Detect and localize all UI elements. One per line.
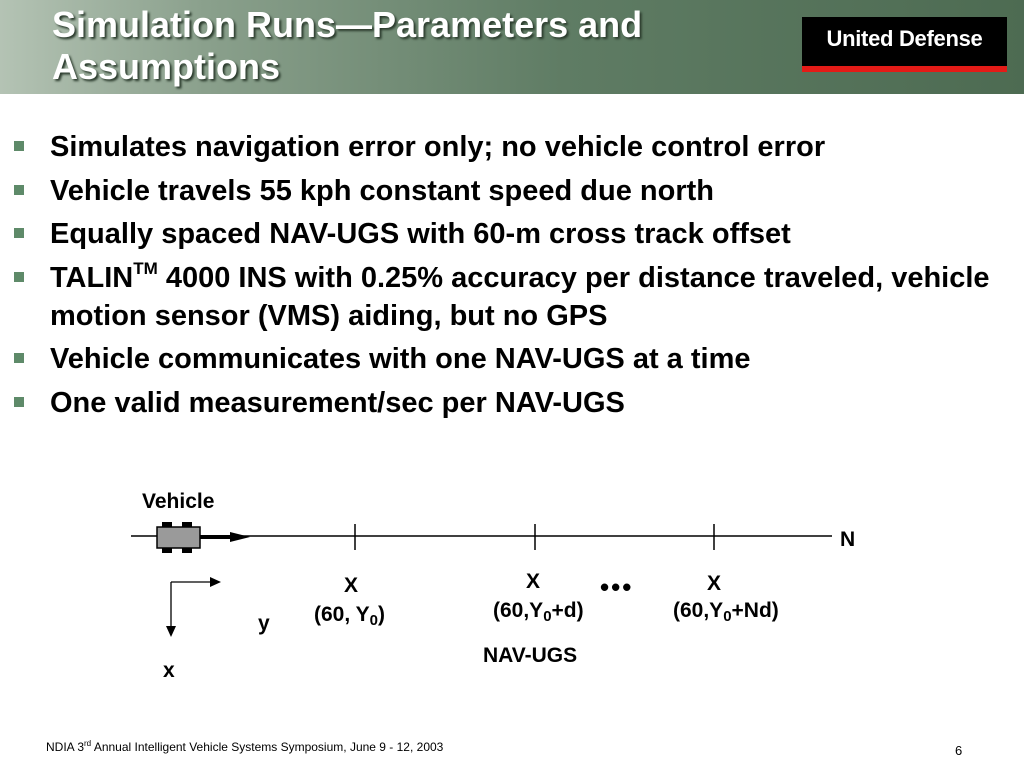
square-bullet-icon: [14, 353, 24, 363]
axis-y-label: y: [258, 612, 270, 635]
ellipsis-dots: •••: [600, 572, 634, 602]
square-bullet-icon: [14, 141, 24, 151]
ugs-marker-x: X: [526, 570, 541, 593]
slide-title: Simulation Runs—Parameters and Assumptions: [52, 4, 643, 87]
square-bullet-icon: [14, 228, 24, 238]
title-band: [0, 0, 1024, 94]
footer-text: NDIA 3rd Annual Intelligent Vehicle Systems Symposium, June 9 - 12, 2003: [46, 739, 444, 754]
ugs-coordinate: $(60,Y_0+d)$: [493, 599, 584, 625]
trademark-superscript: TM: [133, 258, 158, 278]
ugs-marker-x: X: [344, 574, 359, 597]
axes-arrows-icon: [166, 577, 221, 637]
square-bullet-icon: [14, 272, 24, 282]
bullet-item: [14, 384, 1014, 422]
bullet-text: Vehicle communicates with one NAV-UGS at a time: [50, 343, 751, 375]
bullet-text-prefix: TALIN: [50, 261, 134, 294]
bullet-text: Vehicle travels 55 kph constant speed due north: [50, 174, 714, 207]
north-label: N: [840, 528, 856, 551]
square-bullet-icon: [14, 185, 24, 195]
united-defense-logo: [802, 17, 1007, 72]
nav-ugs-caption: NAV-UGS: [483, 644, 578, 667]
bullet-text: Equally spaced NAV-UGS with 60-m cross track offset: [50, 218, 791, 250]
bullet-text-suffix: 4000 INS with 0.25% accuracy per distance traveled, vehicle motion sensor (VMS) aiding, but no GPS: [50, 261, 990, 332]
bullet-item: [14, 340, 1014, 378]
nav-ugs-diagram: [0, 480, 1024, 700]
bullet-item: [14, 259, 1014, 335]
bullet-item: [14, 215, 1014, 253]
logo-text: United Defense: [826, 26, 983, 51]
ugs-coordinate: (60, $Y_0$): [314, 603, 385, 629]
vehicle-label: Vehicle: [142, 490, 215, 513]
ugs-coordinate: $(60,Y_0+Nd)$: [673, 599, 779, 625]
bullet-list: [14, 128, 1014, 427]
vehicle-icon: [157, 522, 250, 553]
page-number: 6: [955, 743, 963, 758]
ugs-marker-x: X: [707, 572, 722, 595]
bullet-item: [14, 172, 1014, 210]
bullet-item: [14, 128, 1014, 166]
square-bullet-icon: [14, 397, 24, 407]
bullet-text: Simulates navigation error only; no vehicle control error: [50, 131, 826, 163]
axis-x-label: x: [163, 659, 175, 682]
bullet-text: One valid measurement/sec per NAV-UGS: [50, 386, 625, 419]
